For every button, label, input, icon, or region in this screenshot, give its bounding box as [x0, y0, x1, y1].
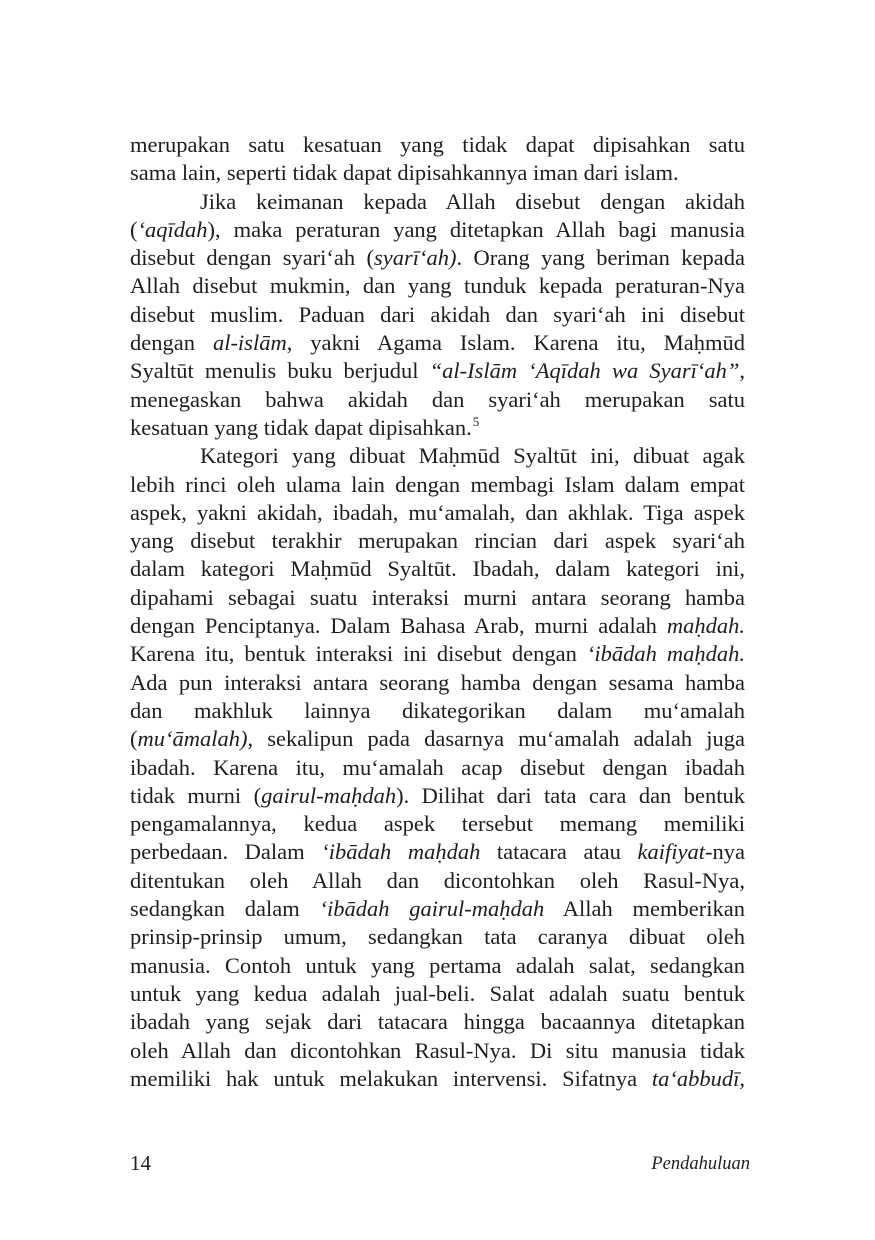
text-line [130, 499, 745, 527]
text-run: oleh Allah dan dicontohkan Rasul-Nya. Di situ manusia tidak [130, 1037, 745, 1063]
text-line [130, 669, 745, 697]
text-line [130, 357, 745, 385]
text-line [130, 923, 745, 951]
text-run: dan makhluk lainnya dikategorikan dalam mu‘amalah [130, 697, 745, 723]
text-run: untuk yang kedua adalah jual-beli. Salat adalah suatu bentuk [130, 980, 745, 1006]
text-run: ibadah yang sejak dari tatacara hingga bacaannya ditetapkan [130, 1009, 745, 1035]
text-run: ( [130, 726, 138, 752]
text-line [130, 442, 745, 470]
text-run: ditentukan oleh Allah dan dicontohkan oleh Rasul-Nya, [130, 867, 745, 893]
text-line [130, 980, 745, 1008]
text-run: Jika keimanan kepada Allah disebut dengan akidah [200, 188, 745, 214]
italic-term: gairul-maḥdah [261, 782, 397, 808]
text-line [130, 895, 745, 923]
text-line [130, 810, 745, 838]
italic-term: syarī‘ah) [374, 245, 457, 271]
text-line [130, 782, 745, 810]
paragraph [130, 131, 745, 188]
italic-term: al-islām [212, 330, 287, 356]
text-run: dengan Penciptanya. Dalam Bahasa Arab, murni adalah [130, 613, 667, 639]
text-run: Ada pun interaksi antara seorang hamba dengan sesama hamba [130, 669, 745, 695]
text-run: . Orang yang beriman kepada [456, 245, 745, 271]
text-line [130, 697, 745, 725]
text-run: tidak murni ( [130, 782, 262, 808]
running-title: Pendahuluan [651, 1154, 750, 1174]
text-run: dipahami sebagai suatu interaksi murni antara seorang hamba [130, 584, 745, 610]
text-line [130, 131, 745, 159]
text-line [130, 301, 745, 329]
text-line [130, 386, 745, 414]
paragraph [130, 188, 745, 443]
text-run: , [739, 358, 745, 384]
text-run: Allah memberikan [544, 896, 745, 922]
text-line [130, 838, 745, 866]
text-line [130, 640, 745, 668]
text-line [130, 1037, 745, 1065]
italic-term: kaifiyat [637, 839, 706, 865]
text-line [130, 329, 745, 357]
text-line [130, 244, 745, 272]
text-line [130, 754, 745, 782]
text-run: pengamalannya, kedua aspek tersebut memang memiliki [130, 811, 745, 837]
text-run: Allah disebut mukmin, dan yang tunduk kepada peraturan-Nya [130, 273, 745, 299]
text-line [130, 527, 745, 555]
text-run: prinsip-prinsip umum, sedangkan tata caranya dibuat oleh [130, 924, 745, 950]
italic-term: maḥdah. [666, 613, 745, 639]
text-run: aspek, yakni akidah, ibadah, mu‘amalah, dan akhlak. Tiga aspek [130, 499, 745, 525]
text-run: sama lain, seperti tidak dapat dipisahkannya iman dari islam. [130, 160, 679, 186]
text-line [130, 216, 745, 244]
text-run: ( [130, 216, 138, 242]
text-run: disebut muslim. Paduan dari akidah dan syari‘ah ini disebut [130, 301, 745, 327]
text-run: perbedaan. Dalam [130, 839, 322, 865]
text-run: yang disebut terakhir merupakan rincian dari aspek syari‘ah [130, 528, 745, 554]
page-footer [130, 1149, 750, 1179]
italic-term: ‘aqīdah [137, 216, 208, 242]
italic-term: ‘ibādah maḥdah. [586, 641, 745, 667]
text-run: -nya [705, 839, 745, 865]
italic-term: ‘ibādah gairul-maḥdah [319, 896, 545, 922]
text-run: menegaskan bahwa akidah dan syari‘ah merupakan satu [130, 386, 745, 412]
text-line [130, 272, 745, 300]
text-line [130, 1008, 745, 1036]
text-line [130, 612, 745, 640]
text-run: Syaltūt menulis buku berjudul [130, 358, 430, 384]
text-run: sekalipun pada dasarnya mu‘amalah adalah juga [253, 726, 745, 752]
text-run: Karena itu, bentuk interaksi ini disebut dengan [130, 641, 587, 667]
text-line [130, 555, 745, 583]
text-run: manusia. Contoh untuk yang pertama adalah salat, sedangkan [130, 952, 745, 978]
text-run: ). Dilihat dari tata cara dan bentuk [396, 782, 745, 808]
text-run: disebut dengan syari‘ah ( [130, 245, 375, 271]
text-run: ), maka peraturan yang ditetapkan Allah bagi manusia [207, 216, 745, 242]
text-line [130, 159, 745, 187]
text-line [130, 952, 745, 980]
text-run: memiliki hak untuk melakukan intervensi. Sifatnya [130, 1065, 652, 1091]
text-line [130, 188, 745, 216]
text-run: dalam kategori Maḥmūd Syaltūt. Ibadah, dalam kategori ini, [130, 556, 745, 582]
italic-term: ta‘abbudī, [651, 1065, 745, 1091]
italic-term: ‘ibādah maḥdah [321, 839, 481, 865]
body-text [130, 131, 745, 1093]
text-line [130, 584, 745, 612]
italic-term: “al-Islām ‘Aqīdah wa Syarī‘ah” [429, 358, 740, 384]
text-run: , yakni Agama Islam. Karena itu, Maḥmūd [286, 330, 745, 356]
text-line [130, 867, 745, 895]
page-number: 14 [130, 1151, 151, 1175]
text-run: tatacara atau [480, 839, 638, 865]
text-run: ibadah. Karena itu, mu‘amalah acap disebut dengan ibadah [130, 754, 745, 780]
text-run: lebih rinci oleh ulama lain dengan membagi Islam dalam empat [130, 471, 745, 497]
text-run: sedangkan dalam [130, 896, 320, 922]
paragraph [130, 442, 745, 1093]
text-line [130, 471, 745, 499]
text-run: dengan [130, 330, 213, 356]
text-run: kesatuan yang tidak dapat dipisahkan. [130, 414, 472, 440]
text-line [130, 1065, 745, 1093]
italic-term: mu‘āmalah), [137, 726, 254, 752]
text-line [130, 414, 745, 442]
text-run: Kategori yang dibuat Maḥmūd Syaltūt ini, dibuat agak [200, 443, 745, 469]
footnote-marker: 5 [472, 413, 480, 429]
text-run: merupakan satu kesatuan yang tidak dapat dipisahkan satu [130, 132, 745, 157]
text-line [130, 725, 745, 753]
